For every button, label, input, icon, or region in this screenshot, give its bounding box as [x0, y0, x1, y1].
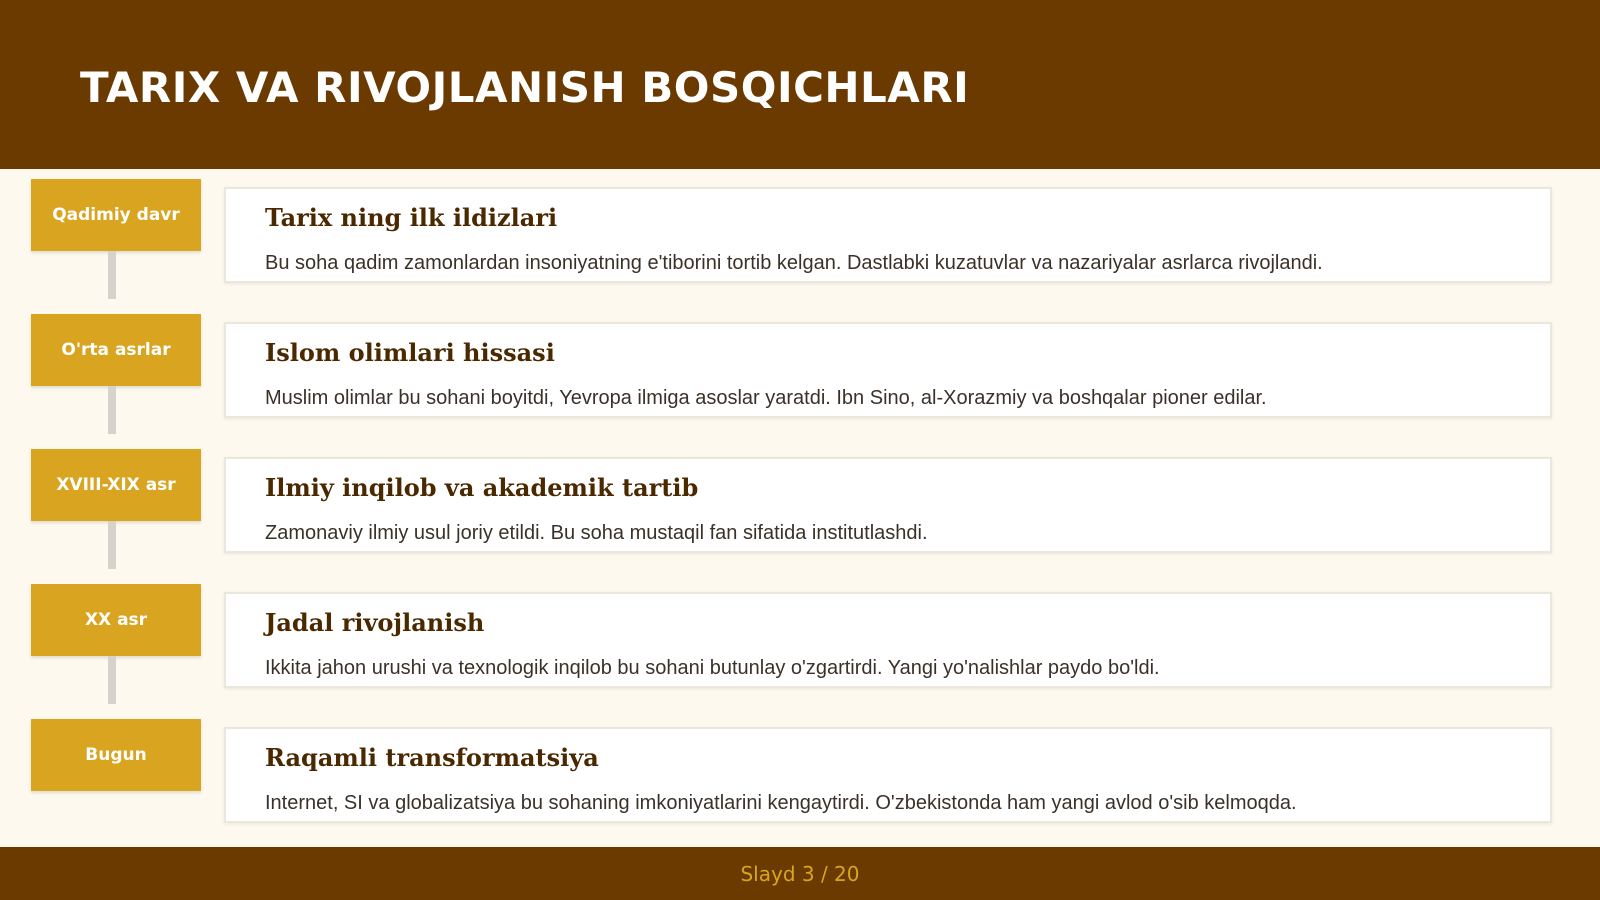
era-badge: XX asr: [31, 584, 201, 656]
event-title: Ilmiy inqilob va akademik tartib: [265, 473, 699, 502]
event-title: Raqamli transformatsiya: [265, 743, 599, 772]
era-badge: O'rta asrlar: [31, 314, 201, 386]
event-description: Ikkita jahon urushi va texnologik inqilob bu sohani butunlay o'zgartirdi. Yangi yo'nalishlar paydo bo'ldi.: [265, 657, 1160, 679]
timeline-connector: [108, 251, 116, 299]
event-card: [224, 322, 1552, 418]
event-card: [224, 727, 1552, 823]
timeline-connector: [108, 656, 116, 704]
event-description: Muslim olimlar bu sohani boyitdi, Yevropa ilmiga asoslar yaratdi. Ibn Sino, al-Xorazmiy va boshqalar pioner edilar.: [265, 387, 1267, 409]
event-title: Islom olimlari hissasi: [265, 338, 555, 367]
slide-footer: [0, 847, 1600, 900]
era-badge: XVIII-XIX asr: [31, 449, 201, 521]
event-title: Jadal rivojlanish: [265, 608, 485, 637]
slide-header: [0, 0, 1600, 169]
timeline-item: [0, 304, 1600, 418]
timeline-connector: [108, 386, 116, 434]
event-description: Zamonaviy ilmiy usul joriy etildi. Bu soha mustaqil fan sifatida institutlashdi.: [265, 522, 928, 544]
timeline-item: [0, 709, 1600, 823]
timeline-item: [0, 439, 1600, 553]
event-description: Internet, SI va globalizatsiya bu sohaning imkoniyatlarini kengaytirdi. O'zbekistonda ham yangi avlod o'sib kelmoqda.: [265, 792, 1297, 814]
event-title: Tarix ning ilk ildizlari: [265, 203, 558, 232]
event-card: [224, 592, 1552, 688]
event-card: [224, 187, 1552, 283]
slide-counter: Slayd 3 / 20: [740, 861, 860, 886]
timeline-item: [0, 574, 1600, 688]
timeline: [0, 169, 1600, 847]
slide-title: TARIX VA RIVOJLANISH BOSQICHLARI: [80, 63, 970, 112]
event-card: [224, 457, 1552, 553]
era-badge: Bugun: [31, 719, 201, 791]
timeline-connector: [108, 521, 116, 569]
era-badge: Qadimiy davr: [31, 179, 201, 251]
timeline-item: [0, 169, 1600, 283]
event-description: Bu soha qadim zamonlardan insoniyatning e'tiborini tortib kelgan. Dastlabki kuzatuvlar va nazariyalar asrlarca rivojlandi.: [265, 252, 1323, 274]
